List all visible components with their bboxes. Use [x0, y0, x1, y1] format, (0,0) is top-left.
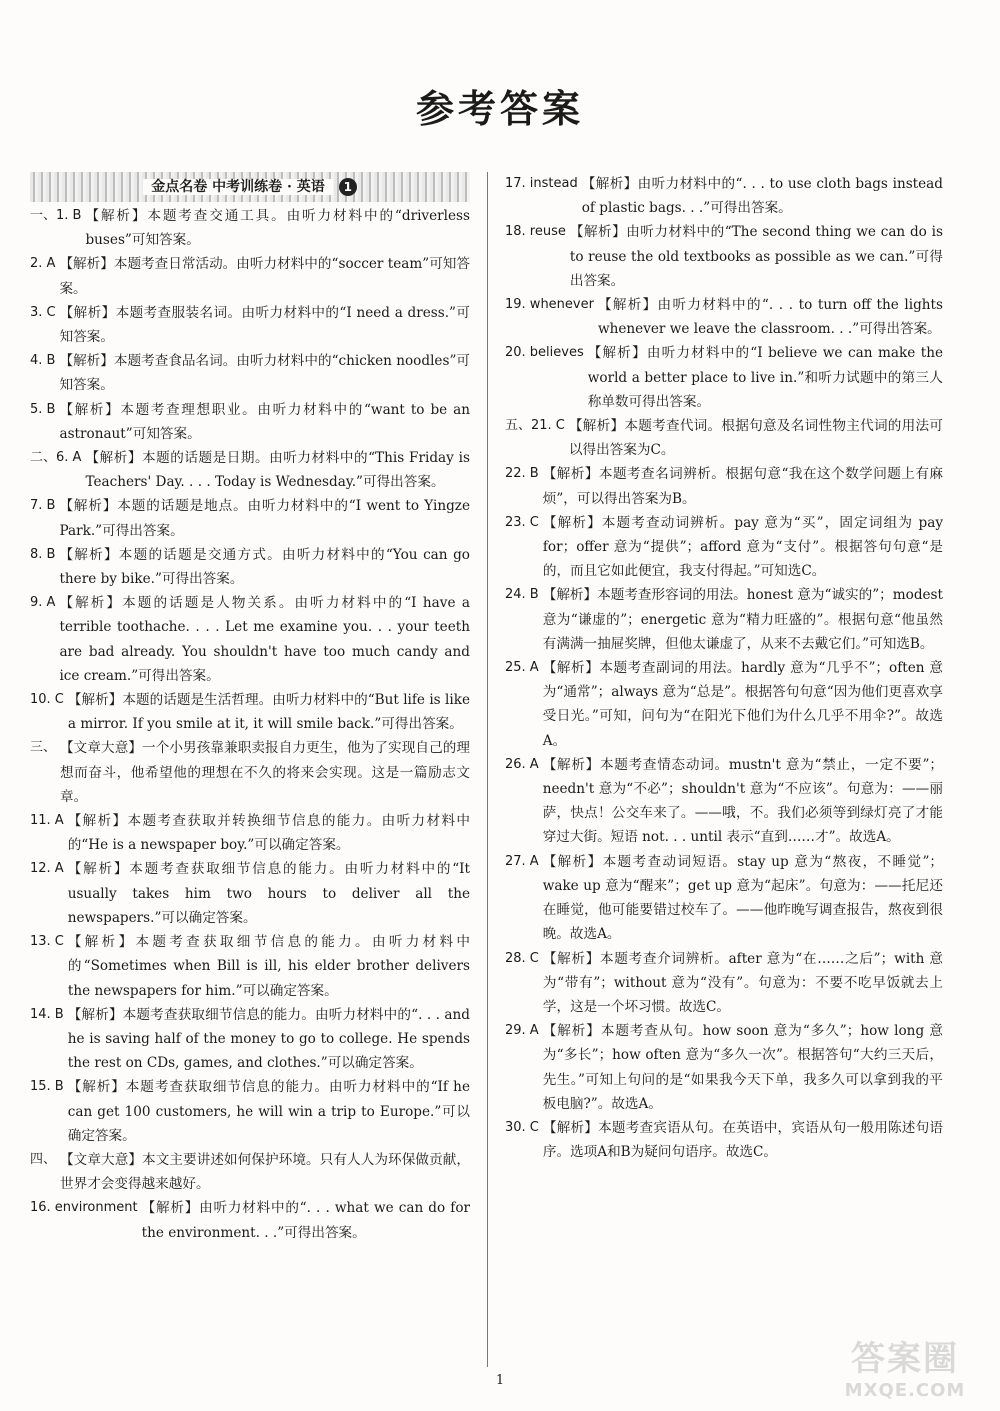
- answer-item: [30, 301, 470, 349]
- answer-number: 18. reuse: [505, 224, 566, 240]
- answer-number: 24. B: [505, 587, 539, 603]
- column-divider: [487, 172, 488, 1367]
- answer-item: [505, 850, 943, 947]
- answer-number: 30. C: [505, 1119, 539, 1135]
- answer-number: 25. A: [505, 660, 539, 676]
- answer-number: 8. B: [30, 546, 56, 562]
- answer-number: 28. C: [505, 950, 539, 966]
- answer-explanation: 【解析】由听力材料中的“. . . to use cloth bags instead of plastic bags. . .”可得出答案。: [581, 176, 943, 217]
- answer-number: 26. A: [505, 756, 539, 772]
- answer-number: 二、6. A: [30, 450, 82, 466]
- answer-explanation: 【解析】由听力材料中的“The second thing we can do is to reuse the old textbooks as possible as we can.”可得出答案。: [569, 224, 943, 289]
- answer-item: [505, 293, 943, 341]
- answer-explanation: 【解析】本题考查副词的用法。hardly 意为“几乎不”；often 意为“通常”；always 意为“总是”。根据答句句意“因为他们更喜欢享受日光。”可知，问句为“在阳光下他们为什么几乎不用伞?”。故选A。: [542, 660, 943, 749]
- answer-explanation: 【解析】本题考查形容词的用法。honest 意为“诚实的”；modest 意为“谦虚的”；energetic 意为“精力旺盛的”。根据句意“他虽然有满满一抽屉奖牌，但他太谦虚了，从来不去戴它们。”可知选B。: [542, 587, 943, 652]
- answer-number: 15. B: [30, 1079, 64, 1095]
- answer-item: [505, 656, 943, 753]
- answer-item: [30, 1003, 470, 1076]
- answer-number: 22. B: [505, 466, 539, 482]
- answer-item: [505, 1116, 943, 1164]
- left-answer-list: [30, 204, 470, 1245]
- answer-number: 7. B: [30, 498, 56, 514]
- answer-item: [505, 414, 943, 462]
- right-column: [505, 172, 943, 1164]
- answer-number: 23. C: [505, 514, 539, 530]
- answer-item: [505, 172, 943, 220]
- answer-item: [30, 252, 470, 300]
- answer-explanation: 【解析】本题的话题是交通方式。由听力材料中的“You can go there by bike.”可得出答案。: [59, 546, 470, 588]
- answer-explanation: 【解析】本题考查动词短语。stay up 意为“熬夜，不睡觉”；wake up 意为“醒来”；get up 意为“起床”。句意为：——托尼还在睡觉，他可能要错过校车了。——他昨晚写调查报告，熬夜到很晚。故选A。: [542, 853, 943, 943]
- answer-item: [505, 462, 943, 510]
- answer-explanation: 【解析】本题的话题是日期。由听力材料中的“This Friday is Teachers' Day. . . . Today is Wednesday.”可得出答案。: [85, 450, 470, 491]
- answer-item: [30, 688, 470, 736]
- watermark-top: 答案圈: [851, 1339, 959, 1379]
- answer-explanation: 【解析】本题考查交通工具。由听力材料中的“driverless buses”可知答案。: [85, 208, 470, 249]
- answer-item: [30, 1196, 470, 1244]
- answer-explanation: 【解析】本题考查名词辨析。根据句意“我在这个数学问题上有麻烦”，可以得出答案为B。: [542, 466, 943, 507]
- answer-explanation: 【解析】本题考查服装名词。由听力材料中的“I need a dress.”可知答案。: [59, 304, 470, 346]
- answer-number: 5. B: [30, 401, 56, 417]
- answer-explanation: 【解析】本题考查获取细节信息的能力。由听力材料中的“It usually takes him two hours to deliver all the newspapers.”可以确定答案。: [67, 861, 470, 926]
- answer-explanation: 【解析】本题考查代词。根据句意及名词性物主代词的用法可以得出答案为C。: [568, 418, 943, 459]
- answer-item: [505, 220, 943, 293]
- answer-item: [30, 1148, 470, 1196]
- answer-explanation: 【解析】本题的话题是地点。由听力材料中的“I went to Yingze Park.”可得出答案。: [59, 498, 470, 539]
- answer-number: 三、: [30, 740, 57, 756]
- answer-explanation: 【解析】本题考查获取细节信息的能力。由听力材料中的“. . . and he is saving half of the money to go to college. He spends the rest on CDs, games, and clothes.”可以确定答案。: [67, 1006, 470, 1072]
- answer-explanation: 【解析】本题的话题是人物关系。由听力材料中的“I have a terrible toothache. . . . Let me examine you. . . your teeth are bad already. You shouldn't have too much candy and ice cream.”可得出答案。: [59, 595, 470, 684]
- answer-item: [30, 398, 470, 446]
- answer-number: 29. A: [505, 1023, 539, 1039]
- answer-number: 14. B: [30, 1006, 64, 1022]
- answer-item: [505, 341, 943, 414]
- answer-item: [30, 857, 470, 930]
- watermark-bottom: MXQE.COM: [844, 1380, 966, 1401]
- answer-number: 13. C: [30, 934, 64, 950]
- answer-explanation: 【解析】本题考查宾语从句。在英语中，宾语从句一般用陈述句语序。选项A和B为疑问句语序。故选C。: [542, 1119, 943, 1161]
- answer-explanation: 【解析】本题考查获取并转换细节信息的能力。由听力材料中的“He is a newspaper boy.”可以确定答案。: [67, 813, 470, 854]
- answer-explanation: 【解析】本题考查动词辨析。pay 意为“买”，固定词组为 pay for；offer 意为“提供”；afford 意为“支付”。根据答句句意“是的，而且它如此便宜，我支付得起。”可知选C。: [542, 514, 943, 580]
- answer-explanation: 【解析】本题考查获取细节信息的能力。由听力材料中的“Sometimes when Bill is ill, his elder brother delivers the newspapers for him.”可以确定答案。: [67, 934, 470, 999]
- answer-explanation: 【解析】本题的话题是生活哲理。由听力材料中的“But life is like a mirror. If you smile at it, it will smile back.”可得出答案。: [67, 692, 470, 733]
- answer-number: 10. C: [30, 692, 64, 708]
- answer-item: [505, 1019, 943, 1116]
- answer-explanation: 【文章大意】本文主要讲述如何保护环境。只有人人为环保做贡献，世界才会变得越来越好。: [60, 1151, 470, 1193]
- answer-explanation: 【解析】本题考查情态动词。mustn't 意为“禁止，一定不要”；needn't 意为“不必”；shouldn't 意为“不应该”。句意为：——丽萨，快点！公交车来了。——哦，不。我们必须等到绿灯亮了才能穿过大街。短语 not. . . until 表示“直到……才”。故选A。: [542, 756, 943, 846]
- answer-item: [30, 1075, 470, 1148]
- answer-number: 四、: [30, 1151, 57, 1167]
- answer-number: 3. C: [30, 304, 56, 320]
- answer-number: 27. A: [505, 853, 539, 869]
- answer-number: 9. A: [30, 595, 56, 611]
- answer-item: [30, 543, 470, 591]
- answer-number: 五、21. C: [505, 418, 565, 434]
- right-answer-list: [505, 172, 943, 1164]
- section-banner: [30, 172, 470, 202]
- page-title: 参考答案: [415, 87, 584, 131]
- answer-item: [30, 446, 470, 494]
- answer-explanation: 【解析】本题考查食品名词。由听力材料中的“chicken noodles”可知答案。: [59, 353, 470, 394]
- answer-number: 11. A: [30, 813, 64, 829]
- left-column: [30, 172, 470, 1245]
- answer-number: 4. B: [30, 353, 56, 369]
- answer-item: [505, 583, 943, 656]
- answer-item: [505, 511, 943, 584]
- answer-number: 17. instead: [505, 176, 578, 191]
- answer-explanation: 【解析】由听力材料中的“. . . to turn off the lights whenever we leave the classroom. . .”可得出答案。: [597, 297, 943, 338]
- answer-item: [30, 591, 470, 688]
- answer-number: 16. environment: [30, 1200, 138, 1216]
- page-number: 1: [495, 1373, 505, 1388]
- banner-text: 金点名卷 中考训练卷 · 英语: [143, 179, 333, 195]
- answer-explanation: 【解析】由听力材料中的“. . . what we can do for the environment. . .”可得出答案。: [141, 1200, 470, 1241]
- answer-explanation: 【解析】由听力材料中的“I believe we can make the world a better place to live in.”和听力试题中的第三人称单数可得出答案。: [587, 345, 943, 410]
- answer-item: [30, 930, 470, 1003]
- answer-item: [505, 753, 943, 850]
- answer-explanation: 【解析】本题考查介词辨析。after 意为“在……之后”；with 意为“带有”；without 意为“没有”。句意为：不要不吃早饭就去上学，这是一个坏习惯。故选C。: [542, 950, 943, 1015]
- answer-item: [505, 947, 943, 1020]
- answer-item: [30, 494, 470, 542]
- answer-explanation: 【解析】本题考查从句。how soon 意为“多久”；how long 意为“多长”；how often 意为“多久一次”。根据答句“大约三天后，先生。”可知上句问的是“如果我今天下单，我多久可以拿到我的平板电脑?”。故选A。: [542, 1023, 943, 1112]
- answer-explanation: 【解析】本题考查获取细节信息的能力。由听力材料中的“If he can get 100 customers, he will win a trip to Europe.”可以确定答案。: [67, 1079, 470, 1144]
- answer-number: 20. believes: [505, 345, 584, 361]
- answer-number: 2. A: [30, 256, 56, 272]
- answer-number: 19. whenever: [505, 297, 594, 313]
- watermark-logo: [820, 1331, 990, 1401]
- answer-explanation: 【解析】本题考查理想职业。由听力材料中的“want to be an astronaut”可知答案。: [59, 401, 470, 442]
- answer-explanation: 【文章大意】一个小男孩靠兼职卖报自力更生，他为了实现自己的理想而奋斗，他希望他的理想在不久的将来会实现。这是一篇励志文章。: [60, 740, 470, 805]
- answer-item: [30, 736, 470, 809]
- answer-number: 一、1. B: [30, 208, 82, 223]
- banner-number-badge: 1: [339, 178, 357, 196]
- answer-item: [30, 349, 470, 397]
- answer-item: [30, 809, 470, 857]
- answer-item: [30, 204, 470, 252]
- answer-explanation: 【解析】本题考查日常活动。由听力材料中的“soccer team”可知答案。: [59, 256, 470, 297]
- answer-number: 12. A: [30, 861, 64, 877]
